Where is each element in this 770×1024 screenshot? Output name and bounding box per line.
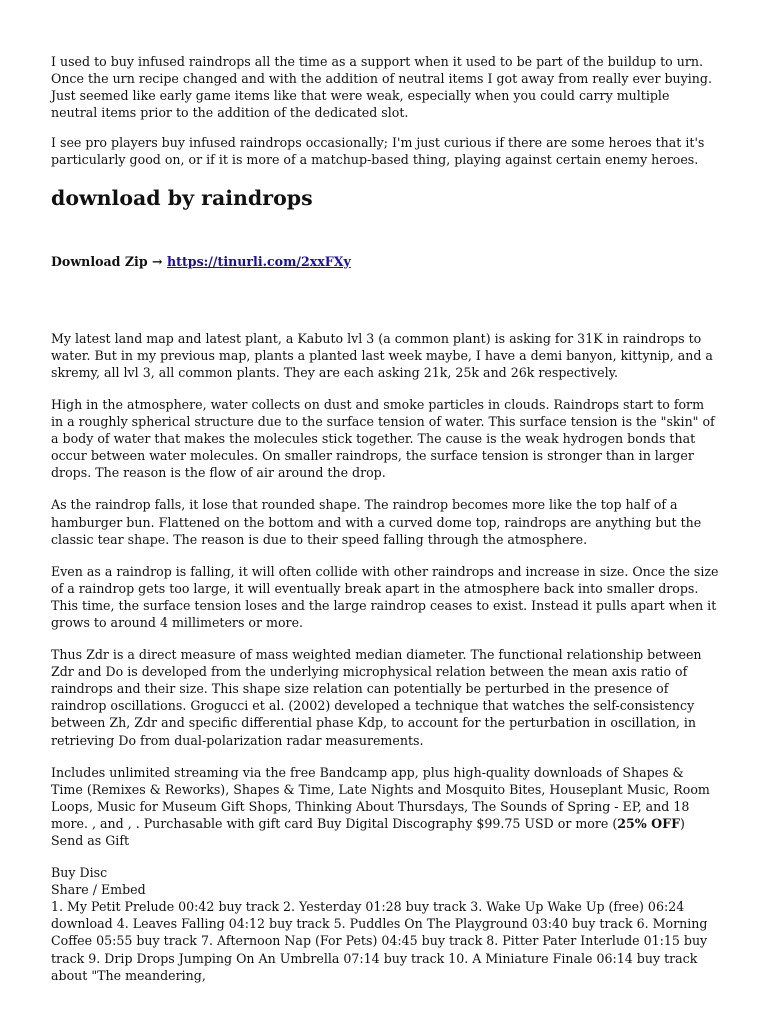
paragraph-raindrop-falls: As the raindrop falls, it lose that rounded shape. The raindrop becomes more like the top half of a hamburger bun. Flattened on the bottom and with a curved dome top, raindrops are anything but the classic tear shape. The reason is due to their speed falling through the atmosphere. — [51, 497, 702, 547]
document-body — [51, 53, 719, 984]
download-link[interactable]: https://tinurli.com/2xxFXy — [166, 253, 351, 269]
paragraph-raindrop-collide: Even as a raindrop is falling, it will often collide with other raindrops and increase in size. Once the size of a raindrop gets too large, it will eventually break apart in the atmosphere back into smaller drops. This time, the surface tension loses and the large raindrop ceases to exist. Instead it pulls apart when it grows to around 4 millimeters or more. — [51, 563, 719, 630]
paragraph-zdr: Thus Zdr is a direct measure of mass weighted median diameter. The functional relationship between Zdr and Do is developed from the underlying microphysical relation between the mean axis ratio of raindrops and their size. This shape size relation can potentially be perturbed in the presence of raindrop oscillations. Grogucci et al. (2002) developed a technique that watches the self-consistency between Zh, Zdr and specific differential phase Kdp, to account for the perturbation in oscillation, in retrieving Do from dual-polarization radar measurements. — [51, 647, 702, 748]
paragraph-bandcamp — [51, 764, 719, 849]
paragraph-intro: I used to buy infused raindrops all the time as a support when it used to be part of the buildup to urn. Once the urn recipe changed and with the addition of neutral items I got away from really ever buying. Just seemed like early game items like that were weak, especially when you could carry multiple neutral items prior to the addition of the dedicated slot. — [51, 54, 712, 121]
buy-disc-label: Buy Disc — [51, 865, 108, 881]
bandcamp-text: Includes unlimited streaming via the free Bandcamp app, plus high-quality downloads of Shapes & Time (Remixes & Reworks), Shapes & Time, Late Nights and Mosquito Bites, Houseplant Music, Room Loops, Music for Museum Gift Shops, Thinking About Thursdays, The Sounds of Spring - EP, and 18 more. , and , . Purchasable with gift card Buy Digital Discography $99.75 USD or more ( — [51, 764, 710, 831]
paragraph-pro-players: I see pro players buy infused raindrops occasionally; I'm just curious if there are some heroes that it's particularly good on, or if it is more of a matchup-based thing, playing against certain enemy heroes. — [51, 135, 705, 168]
section-heading: download by raindrops — [51, 185, 313, 210]
download-line — [51, 253, 719, 270]
bandcamp-text-end: ) Send as Gift — [51, 815, 685, 848]
track-list: 1. My Petit Prelude 00:42 buy track 2. Yesterday 01:28 buy track 3. Wake Up Wake Up (free) 06:24 download 4. Leaves Falling 04:12 buy track 5. Puddles On The Playground 03:40 buy track 6. Morning Coffee 05:55 buy track 7. Afternoon Nap (For Pets) 04:45 buy track 8. Pitter Pater Interlude 01:15 buy track 9. Drip Drops Jumping On An Umbrella 07:14 buy track 10. A Miniature Finale 06:14 buy track about "The meandering, — [51, 899, 708, 983]
paragraph-land-map: My latest land map and latest plant, a Kabuto lvl 3 (a common plant) is asking for 31K in raindrops to water. But in my previous map, plants a planted last week maybe, I have a demi banyon, kittynip, and a skremy, all lvl 3, all common plants. They are each asking 21k, 25k and 26k respectively. — [51, 330, 713, 380]
share-embed-label: Share / Embed — [51, 882, 146, 898]
download-label: Download Zip → — [51, 253, 167, 269]
discount-badge: 25% OFF — [617, 815, 681, 831]
paragraph-atmosphere: High in the atmosphere, water collects on dust and smoke particles in clouds. Raindrops start to form in a roughly spherical structure due to the surface tension of water. This surface tension is the "skin" of a body of water that makes the molecules stick together. The cause is the weak hydrogen bonds that occur between water molecules. On smaller raindrops, the surface tension is stronger than in larger drops. The reason is the flow of air around the drop. — [51, 396, 715, 481]
